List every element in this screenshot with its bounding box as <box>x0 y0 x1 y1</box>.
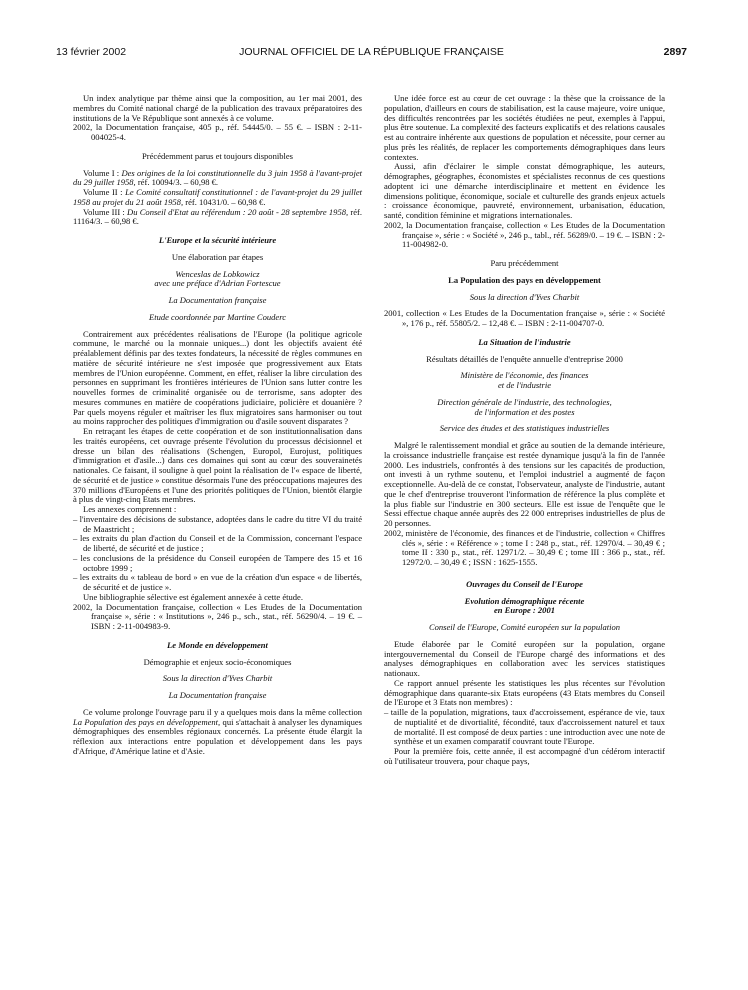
annex-list-item: – l'inventaire des décisions de substance, adoptées dans le cadre du titre VI du traité de Maastricht ; <box>73 513 362 534</box>
volume-title: Des origines de la loi constitutionnelle du 3 juin 1958 à l'avant-projet du 29 juillet 1958, <box>73 167 362 188</box>
book-publisher: La Documentation française <box>168 690 267 700</box>
annex-list-item: – les extraits du « tableau de bord » en vue de la création d'un espace « de libertés, de sécurité et de justice ». <box>73 572 362 592</box>
volume-entry <box>73 169 362 189</box>
book-description: Contrairement aux précédentes réalisations de l'Europe (la politique agricole commune, le marché ou la monnaie uniques...) dont les objectifs avaient été préalablement définis par des textes fondateurs, la nécessité de règles communes en matière de sécurité intérieure ne s'est imposée que progressivement aux Etats membres de l'Union européenne. Comment, en effet, réaliser la libre circulation des personnes en supprimant les frontières intérieures de l'Union sans lutter contre les nouvelles formes de criminalité organisée ou de terrorisme, sans adopter des mesures communes en matière de coopérations judiciaire, policière et douanière ? Par quels moyens réguler et maîtriser les flux migratoires sans harmoniser ou tout au moins rapprocher des politiques d'immigration ou d'asile souvent disparates ? <box>73 328 362 427</box>
book-description: Ce volume prolonge l'ouvrage paru il y a quelques mois dans la même collection La Population des pays en développement, qui s'attachait à analyser les dynamiques démographiques des ensembles régionaux concernés. La présente étude élargit la réflexion aux interactions entre population et développement dans les pays d'Afrique, d'Amérique latine et d'Asie. <box>73 706 363 756</box>
book-description: Pour la première fois, cette année, il est accompagné d'un cédérom interactif où l'utilisateur trouvera, pour chaque pays, <box>384 746 665 766</box>
volume-entry <box>73 188 362 208</box>
publication-info: 2002, la Documentation française, collection « Les Etudes de la Documentation française », série : « Institutions », 246 p., sch., stat., réf. 56290/4. – 19 €. – ISBN : 2-11-004983-9. <box>73 601 362 631</box>
book-ministry: Ministère de l'économie, des finances <box>460 370 589 381</box>
book-directorate: de l'information et des postes <box>474 406 575 417</box>
book-publisher: La Documentation française <box>168 295 267 305</box>
book-description: Malgré le ralentissement mondial et grâce au soutien de la demande intérieure, la croissance industrielle française est restée dynamique jusqu'à la fin de l'année 2000. Les industriels, confrontés à des tensions sur les capacités de production, ont investi à un rythme soutenu, et l'emploi industriel a augmenté de façon exceptionnelle. Au-delà de ce constat, l'observateur, analyste de l'industrie, autant que le chef d'entreprise trouveront l'information de référence la plus complète et la plus fiable sur l'industrie en 300 secteurs. Elle est issue de l'enquête que le Sessi effectue chaque année auprès des 22 000 entreprises industrielles de plus de 20 personnes. <box>384 440 665 528</box>
book-coordinator: Etude coordonnée par Martine Couderc <box>148 311 287 322</box>
volume-title: Du Conseil d'Etat au référendum : 20 août - 28 septembre 1958, <box>127 206 349 217</box>
previously-published-heading: Paru précédemment <box>490 258 559 268</box>
book-description: Ce rapport annuel présente les statistiques les plus récentes sur l'évolution démographique dans quarante-six Etats européens (43 Etats membres du Conseil de l'Europe et 3 Etats non membres) : <box>384 677 665 708</box>
volume-label: Volume II : <box>83 187 123 197</box>
book-description: Aussi, afin d'éclairer le simple constat démographique, les auteurs, démographes, géographes, économistes et spécialistes reconnus de ces questions adoptent ici une démarche interdisciplinaire et mettent en évidence les dimensions politique, économique, sociale et culturelle des grands enjeux actuels : croissance économique, pauvreté, environnement, urbanisation, éducation, santé, condition féminine et migrations internationales. <box>384 161 665 220</box>
book-service: Service des études et des statistiques industrielles <box>439 423 610 434</box>
publication-info: 2001, collection « Les Etudes de la Documentation française », série : « Société », 176 p., réf. 55805/2. – 12,48 €. – ISBN : 2-11-004707-0. <box>384 308 665 328</box>
book-title: La Situation de l'industrie <box>478 336 571 347</box>
left-column <box>73 94 362 757</box>
book-direction: Sous la direction d'Yves Charbit <box>162 673 273 684</box>
volume-title: Le Comité consultatif constitutionnel : de l'avant-projet du 29 juillet 1958 au projet du 21 août 1958, <box>73 187 363 207</box>
content-list-item: – taille de la population, migrations, taux d'accroissement, espérance de vie, taux de nuptialité et de divortialité, fécondité, taux d'accroissement naturel et taux de mortalité. Il est composé de deux parties : une introduction avec une note de synthèse et un examen comparatif couvrant toute l'Europe. <box>384 707 665 747</box>
annex-list-item: – les conclusions de la présidence du Conseil européen de Tampere des 15 et 16 octobre 1999 ; <box>73 552 362 573</box>
book-preface: avec une préface d'Adrian Fortescue <box>154 278 281 289</box>
book-description: Une idée force est au cœur de cet ouvrage : la thèse que la croissance de la population, d'ailleurs en cours de stabilisation, est la cause majeure, voire unique, des difficultés rencontrées par les sociétés étudiées ne peut, exemples à l'appui, plus être soutenue. La complexité des facteurs explicatifs et des relations causales est au contraire inhérente aux questions de population et nécessite, pour cerner au plus près les réalités, de replacer les comportements démographiques dans leurs contextes. <box>384 93 665 162</box>
volume-label: Volume I : <box>83 167 120 178</box>
book-title: Le Monde en développement <box>167 639 268 650</box>
section-heading: Ouvrages du Conseil de l'Europe <box>466 578 583 589</box>
annex-paragraph: Un index analytique par thème ainsi que la composition, au 1er mai 2001, des membres du Comité national chargé de la publication des travaux préparatoires des institutions de la Ve République sont annexés à ce volume. <box>73 93 362 123</box>
book-title: en Europe : 2001 <box>493 605 556 616</box>
volume-ref: réf. 11164/3. – 60,98 €. <box>73 206 362 227</box>
book-title: L'Europe et la sécurité intérieure <box>158 235 277 245</box>
volume-ref: réf. 10094/3. – 60,98 €. <box>137 177 219 188</box>
book-subtitle: Résultats détaillés de l'enquête annuelle d'entreprise 2000 <box>426 353 623 364</box>
book-author: Conseil de l'Europe, Comité européen sur la population <box>428 622 621 632</box>
issue-date: 13 février 2002 <box>56 46 127 58</box>
volume-ref: réf. 10431/0. – 60,98 €. <box>185 196 266 207</box>
book-description: En retraçant les étapes de cette coopération et de son institutionnalisation dans les traités européens, cet ouvrage présente l'évolution du processus décisionnel et dresse un bilan des réalisations (Schengen, Europol, Eurojust, politiques d'immigration et d'asile...) dans ces domaines qui sont au cœur des souverainetés nationales. Ce faisant, il souligne à quel point la réalisation de l'« espace de liberté, de sécurité et de justice » constitue désormais l'une des préoccupations majeures des 370 millions d'Européens et l'une des priorités politiques de l'Union, bientôt élargie à plus de vingt-cinq Etats membres. <box>73 426 362 505</box>
journal-title: JOURNAL OFFICIEL DE LA RÉPUBLIQUE FRANÇAISE <box>239 46 504 58</box>
book-title: Evolution démographique récente <box>464 595 585 606</box>
book-author: Wenceslas de Lobkowicz <box>175 268 260 279</box>
book-directorate: Direction générale de l'industrie, des technologies, <box>437 396 612 407</box>
annex-intro: Les annexes comprennent : <box>83 504 177 514</box>
book-subtitle: Démographie et enjeux socio-économiques <box>143 656 292 667</box>
annex-list-item: – les extraits du plan d'action du Conseil et de la Commission, concernant l'espace de liberté, de sécurité et de justice ; <box>73 533 362 553</box>
volume-label: Volume III : <box>83 206 125 217</box>
bibliography-note: Une bibliographie sélective est également annexée à cette étude. <box>83 591 303 602</box>
publication-info: 2002, la Documentation française, collection « Les Etudes de la Documentation française », série : « Société », 246 p., tabl., réf. 56289/0. – 19 €. – ISBN : 2-11-004982-0. <box>384 219 665 250</box>
publication-info: 2002, ministère de l'économie, des finances et de l'industrie, collection « Chiffres clés », série : « Référence » ; tome I : 248 p., stat., réf. 12970/4. – 30,49 € ; tome II : 330 p., stat., réf. 12971/2. – 30,49 € ; tome III : 366 p., stat., réf. 12972/0. – 30,49 € ; ISSN : 1625-1555. <box>384 527 665 567</box>
volume-entry <box>73 208 362 228</box>
book-ministry: et de l'industrie <box>497 380 552 390</box>
previously-published-heading: Précédemment parus et toujours disponibles <box>142 150 293 161</box>
page-header <box>56 46 687 60</box>
right-column <box>384 94 665 767</box>
page-number: 2897 <box>663 46 687 58</box>
publication-info: 2002, la Documentation française, 405 p., réf. 54445/0. – 55 €. – ISBN : 2-11-004025-4. <box>73 122 362 142</box>
book-description: Etude élaborée par le Comité européen sur la population, organe intergouvernemental du Conseil de l'Europe chargé des informations et des analyses démographiques en collaboration avec les services statistiques nationaux. <box>384 638 665 678</box>
book-title: La Population des pays en développement <box>448 274 601 285</box>
book-subtitle: Une élaboration par étapes <box>171 251 264 262</box>
referenced-title: La Population des pays en développement, <box>73 716 221 727</box>
book-direction: Sous la direction d'Yves Charbit <box>469 291 580 302</box>
